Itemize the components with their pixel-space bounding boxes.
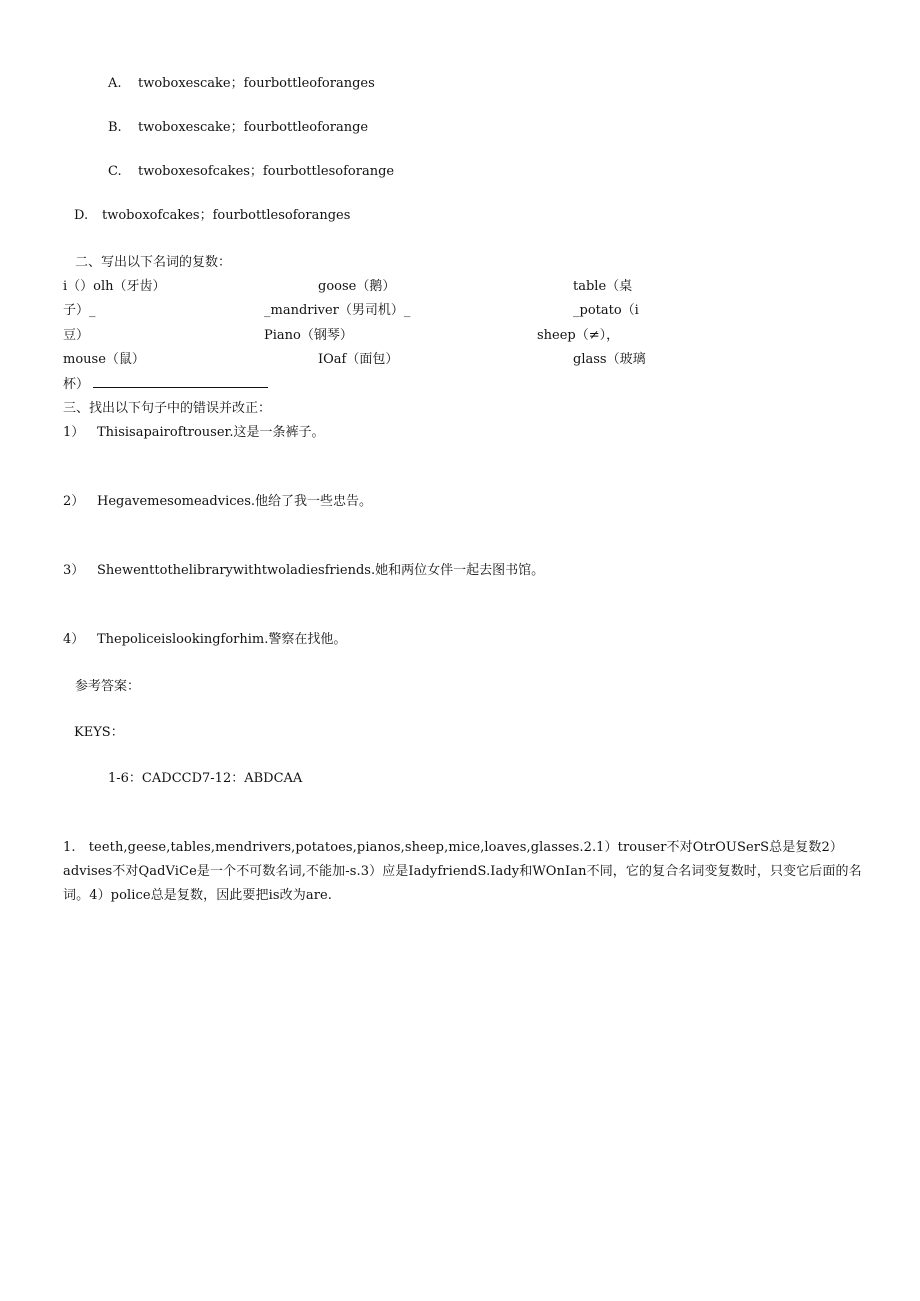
option-a-text: twoboxescake；fourbottleoforanges [138,76,375,91]
sentence-3 [63,562,544,580]
answer-blank-line [93,375,268,388]
sentence-number: 2） [63,494,85,509]
option-d [74,207,350,225]
sentence-4 [63,631,346,649]
plural-cell: _potato（i [573,303,639,318]
option-a-label: A. [108,76,122,91]
plural-cell: mouse（鼠） [63,352,145,367]
sentence-text: Thepoliceislookingforhim.警察在找他。 [97,632,347,647]
plural-cell: _mandriver（男司机）_ [264,303,411,318]
plural-row-4 [63,351,663,373]
plural-cell: table（桌 [573,279,633,294]
plural-cell: IOaf（面包） [318,352,399,367]
plural-cell: sheep（≠）， [537,328,620,343]
sentence-number: 1） [63,425,85,440]
plural-row-1 [63,278,663,300]
option-c-label: C. [108,164,122,179]
keys-line: 1-6：CADCCD7-12：ABDCAA [108,771,303,786]
plural-last-line [63,375,268,394]
sentence-text: Shewenttothelibrarywithtwoladiesfriends.她和两位女伴一起去图书馆。 [97,563,545,578]
plural-row-2 [63,302,663,324]
keys-label: KEYS： [74,725,124,740]
option-d-text: twoboxofcakes；fourbottlesoforanges [102,208,351,223]
sentence-number: 4） [63,632,85,647]
sentence-text: Hegavemesomeadvices.他给了我一些忠告。 [97,494,373,509]
sentence-text: Thisisapairoftrouser.这是一条裤子。 [97,425,325,440]
sentence-1 [63,424,324,442]
plural-cell: Piano（钢琴） [264,328,353,343]
sentence-2 [63,493,372,511]
option-c [108,163,394,181]
plural-cell: i（）olh（牙齿） [63,279,166,294]
plural-cell: goose（鹅） [318,279,396,294]
option-b [108,119,368,137]
plural-cell: 子）_ [63,303,96,318]
answer-explanation: 1. teeth,geese,tables,mendrivers,potatoes,pianos,sheep,mice,loaves,glasses.2.1）trouser不对OtrOUSerS总是复数2）advises不对QadViCe是一个不可数名词,不能加-s.3）应是IadyfriendS.Iady和WOnIan不同，它的复合名词变复数时，只变它后面的名词。4）police总是复数，因此要把is改为are. [63,840,862,903]
sentence-number: 3） [63,563,85,578]
plural-row-3 [63,327,663,349]
option-b-label: B. [108,120,122,135]
option-c-text: twoboxesofcakes；fourbottlesoforange [138,164,395,179]
option-d-label: D. [74,208,89,223]
option-b-text: twoboxescake；fourbottleoforange [138,120,369,135]
section3-title: 三、找出以下句子中的错误并改正： [63,401,272,416]
plural-last-text: 杯） [63,377,90,392]
plural-cell: 豆） [63,328,90,343]
answers-title: 参考答案： [75,679,141,694]
section2-title: 二、写出以下名词的复数： [75,255,232,270]
option-a [108,75,375,93]
plural-cell: glass（玻璃 [573,352,646,367]
